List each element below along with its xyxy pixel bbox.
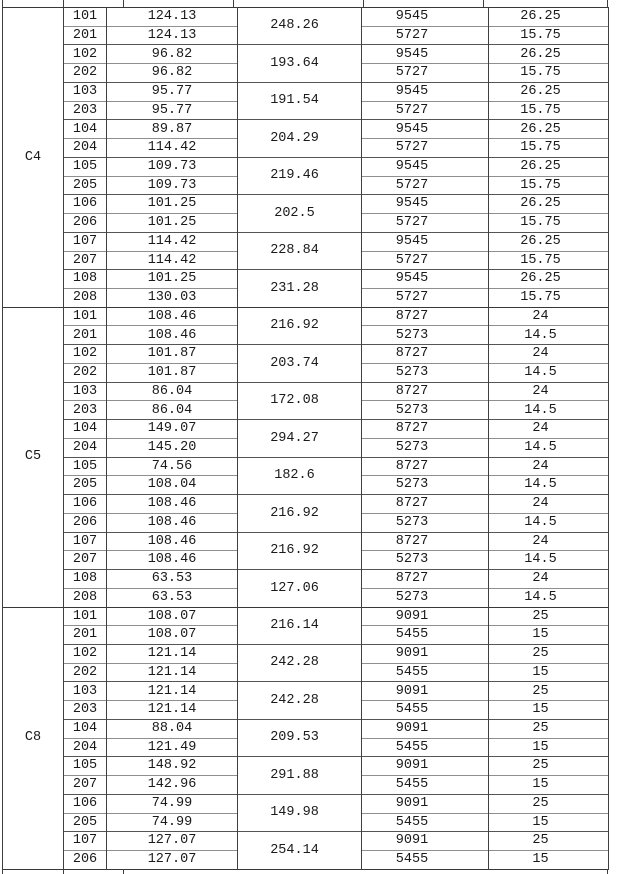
value2-cell: 9545 [362,195,489,214]
table-edge-tick [363,0,364,7]
value3-cell: 15.75 [489,26,609,45]
group-label-cell: C8 [3,607,64,869]
value2-cell: 9091 [362,719,489,738]
pair-sum-cell: 291.88 [238,757,362,794]
value3-cell: 24 [489,382,609,401]
table-edge-tick [607,0,608,7]
value3-cell: 14.5 [489,401,609,420]
unit-value-cell: 108.46 [107,495,238,514]
value3-cell: 26.25 [489,270,609,289]
value2-cell: 5727 [362,214,489,233]
unit-number-cell: 207 [64,251,107,270]
table-row [3,607,609,626]
unit-number-cell: 202 [64,64,107,83]
pair-sum-cell: 191.54 [238,82,362,119]
value2-cell: 9091 [362,757,489,776]
unit-value-cell: 121.14 [107,663,238,682]
unit-value-cell: 108.46 [107,551,238,570]
value2-cell: 5455 [362,663,489,682]
pair-sum-cell: 216.92 [238,532,362,569]
value3-cell: 14.5 [489,551,609,570]
unit-value-cell: 108.46 [107,513,238,532]
unit-value-cell: 121.49 [107,738,238,757]
value2-cell: 9091 [362,832,489,851]
value3-cell: 14.5 [489,326,609,345]
value3-cell: 25 [489,794,609,813]
value3-cell: 15 [489,738,609,757]
unit-value-cell: 96.82 [107,45,238,64]
table-edge-tick [2,0,3,7]
unit-number-cell: 203 [64,401,107,420]
unit-value-cell: 86.04 [107,401,238,420]
unit-value-cell: 109.73 [107,157,238,176]
value2-cell: 5273 [362,588,489,607]
value2-cell: 5455 [362,701,489,720]
unit-value-cell: 114.42 [107,232,238,251]
value2-cell: 5727 [362,251,489,270]
unit-number-cell: 207 [64,776,107,795]
table-row [3,270,609,289]
unit-value-cell: 108.46 [107,326,238,345]
table-row [3,644,609,663]
pair-sum-cell: 248.26 [238,8,362,45]
value2-cell: 9545 [362,157,489,176]
table-row [3,757,609,776]
value2-cell: 8727 [362,420,489,439]
table-edge-tick [483,0,484,7]
table-row [3,157,609,176]
pair-sum-cell: 209.53 [238,719,362,756]
unit-value-cell: 63.53 [107,570,238,589]
table-edge-tick [2,869,3,874]
unit-number-cell: 101 [64,8,107,27]
pair-sum-cell: 242.28 [238,644,362,681]
unit-number-cell: 203 [64,701,107,720]
unit-number-cell: 101 [64,307,107,326]
unit-number-cell: 103 [64,382,107,401]
value2-cell: 5273 [362,476,489,495]
value2-cell: 8727 [362,495,489,514]
unit-value-cell: 109.73 [107,176,238,195]
unit-value-cell: 108.46 [107,307,238,326]
unit-number-cell: 204 [64,438,107,457]
value3-cell: 14.5 [489,513,609,532]
unit-value-cell: 114.42 [107,139,238,158]
value3-cell: 25 [489,644,609,663]
value2-cell: 5273 [362,401,489,420]
unit-value-cell: 101.87 [107,363,238,382]
value3-cell: 24 [489,420,609,439]
value3-cell: 15 [489,663,609,682]
value3-cell: 26.25 [489,195,609,214]
unit-number-cell: 105 [64,157,107,176]
unit-value-cell: 74.56 [107,457,238,476]
value2-cell: 5727 [362,64,489,83]
table-edge-tick [123,0,124,7]
pair-sum-cell: 228.84 [238,232,362,269]
pair-sum-cell: 216.92 [238,307,362,344]
unit-number-cell: 206 [64,513,107,532]
value3-cell: 15.75 [489,251,609,270]
unit-number-cell: 204 [64,738,107,757]
unit-value-cell: 74.99 [107,794,238,813]
unit-value-cell: 130.03 [107,289,238,308]
value3-cell: 15 [489,701,609,720]
table-row [3,195,609,214]
unit-value-cell: 145.20 [107,438,238,457]
unit-value-cell: 124.13 [107,8,238,27]
value2-cell: 9545 [362,270,489,289]
pair-sum-cell: 204.29 [238,120,362,157]
pair-sum-cell: 202.5 [238,195,362,232]
unit-number-cell: 206 [64,851,107,870]
value3-cell: 25 [489,757,609,776]
unit-value-cell: 95.77 [107,101,238,120]
unit-value-cell: 63.53 [107,588,238,607]
value2-cell: 5455 [362,626,489,645]
unit-value-cell: 124.13 [107,26,238,45]
unit-number-cell: 105 [64,757,107,776]
value2-cell: 9545 [362,232,489,251]
pair-sum-cell: 149.98 [238,794,362,831]
value2-cell: 8727 [362,307,489,326]
value3-cell: 26.25 [489,232,609,251]
unit-value-cell: 108.46 [107,532,238,551]
value2-cell: 5727 [362,289,489,308]
value2-cell: 9545 [362,120,489,139]
unit-value-cell: 121.14 [107,644,238,663]
value2-cell: 9091 [362,682,489,701]
table-edge-tick [63,0,64,7]
value3-cell: 26.25 [489,45,609,64]
pair-sum-cell: 242.28 [238,682,362,719]
unit-number-cell: 205 [64,813,107,832]
table-row [3,345,609,364]
value3-cell: 26.25 [489,8,609,27]
value3-cell: 26.25 [489,157,609,176]
table-row [3,8,609,27]
group-label-cell: C5 [3,307,64,607]
value2-cell: 5455 [362,813,489,832]
unit-value-cell: 127.07 [107,832,238,851]
value2-cell: 9091 [362,644,489,663]
unit-value-cell: 121.14 [107,682,238,701]
unit-number-cell: 106 [64,195,107,214]
pair-sum-cell: 231.28 [238,270,362,307]
value3-cell: 15 [489,626,609,645]
table-row [3,719,609,738]
unit-number-cell: 208 [64,289,107,308]
unit-value-cell: 95.77 [107,82,238,101]
unit-number-cell: 208 [64,588,107,607]
table-row [3,420,609,439]
table-row [3,570,609,589]
unit-number-cell: 102 [64,45,107,64]
unit-number-cell: 106 [64,495,107,514]
table-row [3,382,609,401]
unit-number-cell: 106 [64,794,107,813]
unit-number-cell: 204 [64,139,107,158]
table-row [3,832,609,851]
value3-cell: 15 [489,776,609,795]
unit-number-cell: 201 [64,26,107,45]
value2-cell: 5455 [362,851,489,870]
value3-cell: 15.75 [489,214,609,233]
value2-cell: 5455 [362,738,489,757]
unit-value-cell: 142.96 [107,776,238,795]
unit-number-cell: 103 [64,682,107,701]
unit-area-table-body [3,8,609,870]
value3-cell: 14.5 [489,363,609,382]
pair-sum-cell: 216.92 [238,495,362,532]
value2-cell: 8727 [362,570,489,589]
unit-value-cell: 101.25 [107,270,238,289]
pair-sum-cell: 254.14 [238,832,362,869]
unit-value-cell: 108.04 [107,476,238,495]
unit-value-cell: 108.07 [107,607,238,626]
table-row [3,45,609,64]
unit-number-cell: 104 [64,719,107,738]
unit-number-cell: 102 [64,345,107,364]
table-row [3,120,609,139]
value3-cell: 15.75 [489,64,609,83]
value3-cell: 24 [489,495,609,514]
group-label-cell: C4 [3,8,64,308]
value3-cell: 26.25 [489,82,609,101]
value3-cell: 15.75 [489,176,609,195]
table-row [3,307,609,326]
table-row [3,232,609,251]
value3-cell: 25 [489,682,609,701]
unit-value-cell: 114.42 [107,251,238,270]
value2-cell: 5455 [362,776,489,795]
table-row [3,457,609,476]
value2-cell: 5273 [362,326,489,345]
value2-cell: 8727 [362,532,489,551]
unit-number-cell: 103 [64,82,107,101]
value2-cell: 5273 [362,551,489,570]
unit-number-cell: 201 [64,326,107,345]
value2-cell: 5727 [362,139,489,158]
unit-number-cell: 108 [64,570,107,589]
value3-cell: 24 [489,532,609,551]
table-row [3,682,609,701]
value2-cell: 5273 [362,363,489,382]
value3-cell: 15.75 [489,289,609,308]
value2-cell: 8727 [362,382,489,401]
value2-cell: 9091 [362,794,489,813]
unit-value-cell: 149.07 [107,420,238,439]
value2-cell: 5727 [362,26,489,45]
table-edge-tick [607,869,608,874]
unit-number-cell: 108 [64,270,107,289]
unit-value-cell: 101.25 [107,214,238,233]
unit-value-cell: 74.99 [107,813,238,832]
unit-number-cell: 201 [64,626,107,645]
unit-number-cell: 205 [64,176,107,195]
value2-cell: 9091 [362,607,489,626]
unit-value-cell: 96.82 [107,64,238,83]
unit-value-cell: 127.07 [107,851,238,870]
unit-number-cell: 104 [64,420,107,439]
value2-cell: 5273 [362,438,489,457]
value3-cell: 15 [489,851,609,870]
value2-cell: 5727 [362,101,489,120]
unit-number-cell: 202 [64,363,107,382]
unit-area-table [2,7,609,870]
table-row [3,794,609,813]
value3-cell: 24 [489,345,609,364]
value2-cell: 9545 [362,45,489,64]
unit-number-cell: 206 [64,214,107,233]
table-edge-tick [63,869,64,874]
value2-cell: 9545 [362,82,489,101]
value3-cell: 15.75 [489,139,609,158]
value3-cell: 26.25 [489,120,609,139]
value3-cell: 25 [489,832,609,851]
unit-number-cell: 107 [64,232,107,251]
value3-cell: 24 [489,457,609,476]
value2-cell: 8727 [362,345,489,364]
unit-value-cell: 89.87 [107,120,238,139]
pair-sum-cell: 294.27 [238,420,362,457]
value3-cell: 14.5 [489,476,609,495]
value3-cell: 15 [489,813,609,832]
unit-number-cell: 205 [64,476,107,495]
unit-value-cell: 101.25 [107,195,238,214]
unit-number-cell: 107 [64,832,107,851]
unit-number-cell: 102 [64,644,107,663]
unit-number-cell: 203 [64,101,107,120]
unit-value-cell: 88.04 [107,719,238,738]
unit-value-cell: 121.14 [107,701,238,720]
value2-cell: 9545 [362,8,489,27]
unit-number-cell: 101 [64,607,107,626]
unit-number-cell: 104 [64,120,107,139]
table-edge-tick [233,0,234,7]
value2-cell: 8727 [362,457,489,476]
value2-cell: 5273 [362,513,489,532]
unit-value-cell: 101.87 [107,345,238,364]
unit-number-cell: 207 [64,551,107,570]
pair-sum-cell: 219.46 [238,157,362,194]
pair-sum-cell: 193.64 [238,45,362,82]
table-row [3,82,609,101]
unit-value-cell: 108.07 [107,626,238,645]
pair-sum-cell: 127.06 [238,570,362,607]
value3-cell: 24 [489,570,609,589]
table-row [3,495,609,514]
pair-sum-cell: 203.74 [238,345,362,382]
value3-cell: 14.5 [489,438,609,457]
value2-cell: 5727 [362,176,489,195]
unit-number-cell: 107 [64,532,107,551]
unit-value-cell: 148.92 [107,757,238,776]
unit-value-cell: 86.04 [107,382,238,401]
value3-cell: 25 [489,607,609,626]
value3-cell: 14.5 [489,588,609,607]
unit-number-cell: 202 [64,663,107,682]
pair-sum-cell: 172.08 [238,382,362,419]
pair-sum-cell: 216.14 [238,607,362,644]
unit-number-cell: 105 [64,457,107,476]
value3-cell: 15.75 [489,101,609,120]
value3-cell: 24 [489,307,609,326]
pair-sum-cell: 182.6 [238,457,362,494]
table-edge-tick [123,869,124,874]
value3-cell: 25 [489,719,609,738]
table-row [3,532,609,551]
